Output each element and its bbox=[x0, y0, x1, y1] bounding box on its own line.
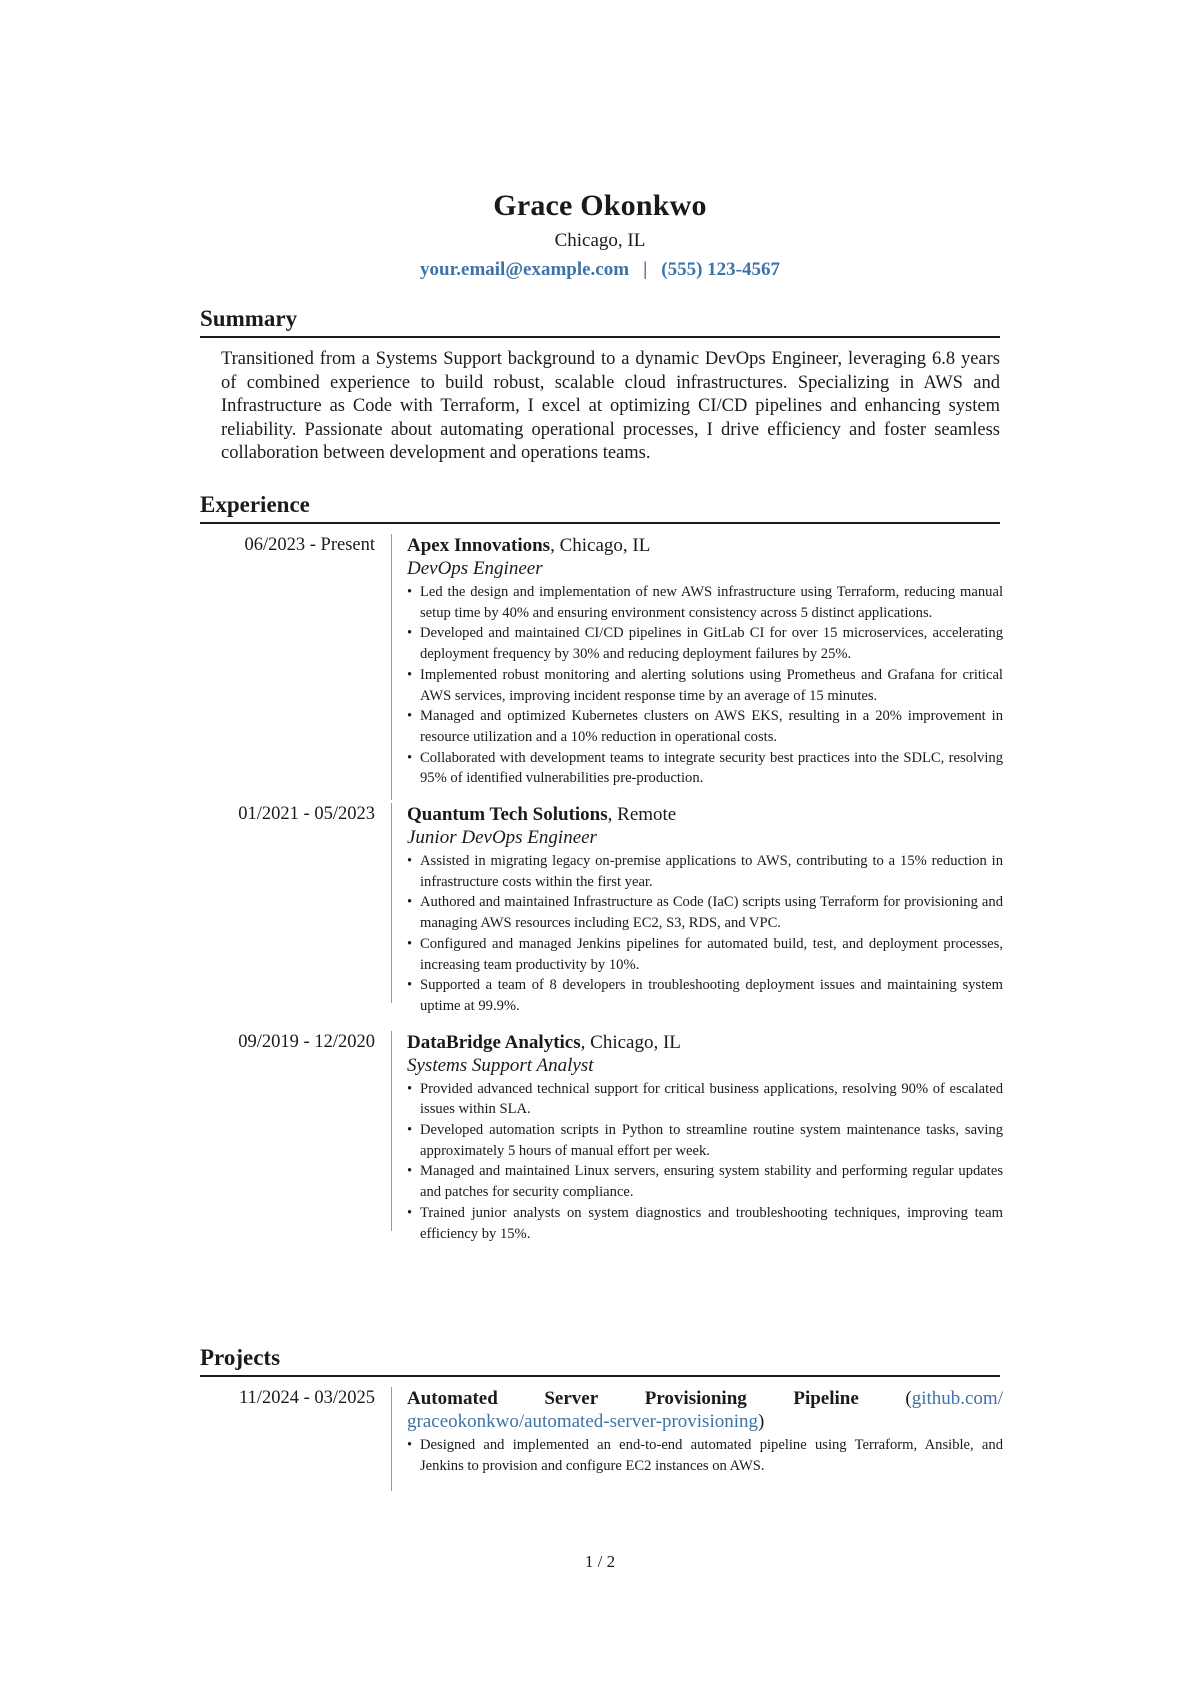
section-title-experience: Experience bbox=[200, 491, 1000, 524]
bullet-text: Managed and optimized Kubernetes clusters on AWS EKS, resulting in a 20% improvement in resource utilization and a 10% reduction in operational costs. bbox=[420, 708, 1003, 745]
projects-section bbox=[200, 1344, 1003, 1476]
bullet-text: Assisted in migrating legacy on-premise applications to AWS, contributing to a 15% reduction in infrastructure costs within the first year. bbox=[420, 853, 1003, 890]
experience-entry bbox=[200, 1031, 1003, 1245]
bullet-text: Collaborated with development teams to integrate security best practices into the SDLC, resolving 95% of identified vulnerabilities pre-production. bbox=[420, 749, 1003, 787]
entry-date: 09/2019 - 12/2020 bbox=[238, 1031, 375, 1052]
bullet-text: Developed and maintained CI/CD pipelines in GitLab CI for over 15 microservices, accelerating deployment frequency by 30% and reducing deployment failures by 25%. bbox=[420, 625, 1003, 663]
company-location: , Chicago, IL bbox=[580, 1031, 681, 1053]
company-line bbox=[407, 803, 1003, 826]
bullet-icon: • bbox=[407, 1204, 413, 1221]
entry-body bbox=[407, 1031, 1003, 1245]
bullet-text: Provided advanced technical support for critical business applications, resolving 90% of escalated issues within SLA. bbox=[420, 1080, 1003, 1118]
bullet-text: Trained junior analysts on system diagnostics and troubleshooting techniques, improving team efficiency by 15%. bbox=[420, 1204, 1003, 1242]
bullet-text: Led the design and implementation of new AWS infrastructure using Terraform, reducing manual setup time by 40% and ensuring environment consistency across 5 distinct applications. bbox=[420, 584, 1003, 621]
bullet-list bbox=[407, 1435, 1003, 1476]
candidate-name: Grace Okonkwo bbox=[493, 189, 707, 222]
bullet-icon: • bbox=[407, 749, 413, 766]
bullet-icon: • bbox=[407, 666, 413, 683]
entry-body bbox=[407, 803, 1003, 1017]
bullet-list bbox=[407, 851, 1003, 1017]
list-item bbox=[407, 892, 1003, 933]
list-item bbox=[407, 1161, 1003, 1202]
list-item bbox=[407, 934, 1003, 975]
page-number: 1 / 2 bbox=[584, 1552, 616, 1571]
job-title: Systems Support Analyst bbox=[407, 1054, 594, 1076]
project-link[interactable]: github.com/ bbox=[911, 1388, 1003, 1409]
bullet-text: Authored and maintained Infrastructure as Code (IaC) scripts using Terraform for provisioning and managing AWS resources including EC2, S3, RDS, and VPC. bbox=[420, 894, 1003, 932]
bullet-text: Developed automation scripts in Python to streamline routine system maintenance tasks, saving approximately 5 hours of manual effort per week. bbox=[420, 1122, 1003, 1159]
project-title-word: Server bbox=[544, 1388, 599, 1409]
bullet-icon: • bbox=[407, 1437, 413, 1453]
bullet-icon: • bbox=[407, 935, 413, 952]
entry-body bbox=[407, 534, 1003, 789]
company-name: DataBridge Analytics bbox=[407, 1031, 581, 1053]
list-item bbox=[407, 1079, 1003, 1120]
bullet-text: Implemented robust monitoring and alerting solutions using Prometheus and Grafana for critical AWS services, improving incident response time by an average of 15 minutes. bbox=[420, 666, 1003, 704]
job-title: Junior DevOps Engineer bbox=[407, 827, 597, 849]
list-item bbox=[407, 748, 1003, 789]
company-location: , Remote bbox=[607, 804, 677, 826]
company-location: , Chicago, IL bbox=[550, 535, 651, 556]
bullet-text: Supported a team of 8 developers in troubleshooting deployment issues and maintaining system uptime at 99.9%. bbox=[420, 977, 1003, 1014]
bullet-text: Designed and implemented an end-to-end automated pipeline using Terraform, Ansible, and Jenkins to provision and configure EC2 instances on AWS. bbox=[420, 1437, 1003, 1474]
job-title: DevOps Engineer bbox=[407, 558, 543, 579]
project-title-line bbox=[407, 1387, 1003, 1410]
bullet-icon: • bbox=[407, 1163, 413, 1180]
entry-date: 01/2021 - 05/2023 bbox=[238, 804, 375, 825]
bullet-icon: • bbox=[407, 1122, 413, 1139]
open-paren: ( bbox=[905, 1388, 912, 1409]
bullet-icon: • bbox=[407, 584, 413, 600]
bullet-icon: • bbox=[407, 977, 413, 994]
entry-date: 06/2023 - Present bbox=[244, 535, 375, 555]
company-name: Quantum Tech Solutions bbox=[407, 804, 608, 826]
bullet-icon: • bbox=[407, 625, 413, 642]
summary-text: Transitioned from a Systems Support background to a dynamic DevOps Engineer, leveraging 6.8 years of combined experience to build robust, scalable cloud infrastructures. Specializing in AWS and Infrastructure as Code with Terraform, I excel at optimizing CI/CD pipelines and enhancing system reliability. Passionate about automating operational processes, I drive efficiency and foster seamless collaboration between development and operations teams. bbox=[221, 349, 1000, 463]
bullet-list bbox=[407, 1079, 1003, 1245]
list-item bbox=[407, 851, 1003, 892]
company-name: Apex Innovations bbox=[407, 535, 551, 556]
candidate-location: Chicago, IL bbox=[554, 230, 646, 251]
list-item bbox=[407, 665, 1003, 706]
project-entry bbox=[200, 1387, 1003, 1476]
contact-separator: | bbox=[643, 259, 648, 280]
project-title-word: Pipeline bbox=[793, 1388, 859, 1409]
contact-line bbox=[200, 257, 1000, 283]
bullet-text: Configured and managed Jenkins pipelines for automated build, test, and deployment processes, increasing team productivity by 10%. bbox=[420, 935, 1003, 973]
list-item bbox=[407, 706, 1003, 747]
list-item bbox=[407, 1120, 1003, 1161]
experience-entry bbox=[200, 803, 1003, 1017]
bullet-icon: • bbox=[407, 1080, 413, 1097]
list-item bbox=[407, 582, 1003, 623]
entry-divider bbox=[391, 1031, 392, 1231]
resume-header bbox=[200, 188, 1000, 283]
list-item bbox=[407, 623, 1003, 664]
entry-divider bbox=[391, 1387, 392, 1491]
entry-date: 11/2024 - 03/2025 bbox=[238, 1388, 375, 1408]
experience-section bbox=[200, 491, 1003, 1244]
experience-entry bbox=[200, 534, 1003, 789]
company-line bbox=[407, 534, 1003, 557]
project-title-word: Provisioning bbox=[644, 1388, 747, 1409]
close-paren: ) bbox=[758, 1411, 765, 1432]
bullet-icon: • bbox=[407, 708, 413, 725]
project-title-word: Automated bbox=[407, 1388, 498, 1409]
project-link-line1 bbox=[905, 1388, 1003, 1409]
entry-divider bbox=[391, 534, 392, 800]
section-title-projects: Projects bbox=[200, 1344, 1000, 1377]
summary-section bbox=[200, 305, 1000, 466]
list-item bbox=[407, 975, 1003, 1016]
list-item bbox=[407, 1203, 1003, 1244]
email-link[interactable]: your.email@example.com bbox=[420, 259, 630, 280]
entry-divider bbox=[391, 803, 392, 1003]
company-line bbox=[407, 1031, 1003, 1054]
project-link-continued[interactable]: graceokonkwo/automated-server-provisioning bbox=[407, 1411, 759, 1432]
bullet-icon: • bbox=[407, 853, 413, 870]
bullet-icon: • bbox=[407, 894, 413, 911]
project-link-line2 bbox=[407, 1410, 1003, 1433]
phone-link[interactable]: (555) 123-4567 bbox=[661, 259, 780, 280]
list-item bbox=[407, 1435, 1003, 1476]
section-title-summary: Summary bbox=[200, 305, 1000, 338]
entry-body bbox=[407, 1387, 1003, 1476]
bullet-list bbox=[407, 582, 1003, 789]
bullet-text: Managed and maintained Linux servers, ensuring system stability and performing regular updates and patches for security compliance. bbox=[420, 1163, 1003, 1201]
